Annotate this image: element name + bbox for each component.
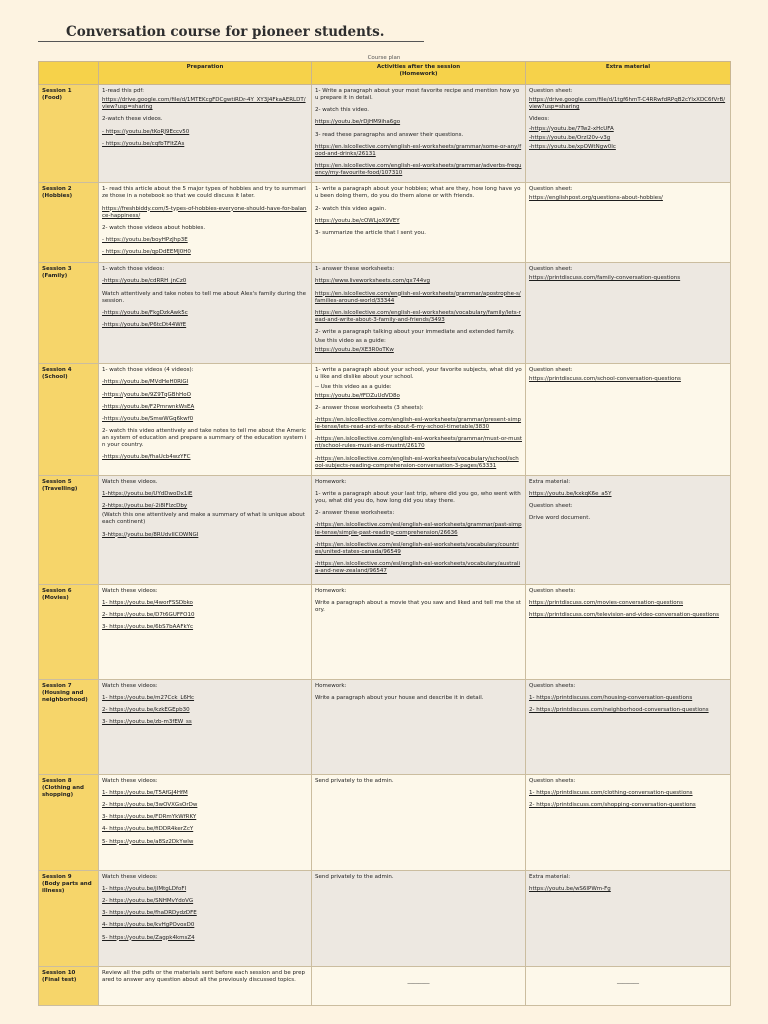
cell-text: 1- write a paragraph about your hobbies; what are they, how long have you been doing them, do you do them alone or with friends.: [315, 186, 521, 200]
resource-link[interactable]: 1- https://youtu.be/jIMtgLDfoFI: [102, 885, 187, 892]
session-row: [39, 774, 731, 870]
resource-link[interactable]: -https://youtu.be/OrzI20v-v3g: [529, 134, 611, 141]
cell-text: Homework:: [315, 587, 347, 594]
resource-link[interactable]: 2- https://youtu.be/3wOVXGsOrDw: [102, 802, 198, 809]
extra-material-cell: [526, 584, 731, 679]
resource-link[interactable]: - https://youtu.be/boyHPzJhp3E: [102, 236, 188, 243]
header-row: [39, 62, 731, 85]
cell-text: Watch these videos:: [102, 682, 158, 689]
session-name: Session 3 (Family): [39, 263, 99, 364]
resource-link[interactable]: -https://en.islcollective.com/esl/english-esl-worksheets/vocabulary/australia-and-new-zealand/96547: [315, 560, 521, 575]
session-row: [39, 870, 731, 966]
resource-link[interactable]: https://en.islcollective.com/english-esl-worksheets/grammar/adverbs-frequency/my-favourite-food/107310: [315, 162, 522, 177]
cell-text: 1- answer these worksheets:: [315, 266, 395, 273]
homework-cell: [312, 364, 526, 476]
cell-text: Question sheet:: [529, 503, 573, 510]
header-session: [39, 62, 99, 85]
session-name: Session 10 (Final test): [39, 966, 99, 1005]
session-row: [39, 263, 731, 364]
resource-link[interactable]: https://youtu.be/kxkqK6e_a5Y: [529, 490, 612, 497]
resource-link[interactable]: https://en.islcollective.com/english-esl-worksheets/vocabulary/family/lets-read-and-write-about-3-family-and-friends/3493: [315, 309, 521, 323]
cell-text: 1- Write a paragraph about your most favorite recipe and mention how you prepare it in detail.: [315, 88, 520, 102]
cell-text: Question sheet:: [529, 266, 573, 273]
resource-link[interactable]: 3-https://youtu.be/8RUdvIICOWNGI: [102, 531, 199, 538]
preparation-cell: [99, 364, 312, 476]
preparation-cell: [99, 870, 312, 966]
resource-link[interactable]: 3- https://youtu.be/6bS7bAAFkYc: [102, 624, 194, 631]
homework-cell: [312, 183, 526, 263]
cell-text: 2- answer those worksheets (3 sheets):: [315, 404, 424, 411]
cell-text: Videos:: [529, 116, 550, 123]
cell-text: Question sheet:: [529, 186, 573, 193]
resource-link[interactable]: 3- https://youtu.be/FDRmYkWfRKY: [102, 814, 197, 821]
cell-text: 2- watch this video.: [315, 107, 369, 114]
cell-text: (Watch this one attentively and make a summary of what is unique about each continent): [102, 512, 305, 526]
homework-cell: [312, 774, 526, 870]
document-title: Conversation course for pioneer students.: [66, 24, 385, 40]
header-extra-material: Extra material: [526, 62, 731, 85]
resource-link[interactable]: -https://en.islcollective.com/english-esl-worksheets/vocabulary/school/school-subjects-reading-comprehension-conversation-3-pages/63331: [315, 455, 519, 469]
cell-text: 2- watch this video again.: [315, 205, 387, 212]
empty-placeholder: ________: [407, 977, 430, 984]
resource-link[interactable]: 4- https://youtu.be/kvHgPOvoxD0: [102, 922, 195, 929]
homework-cell: [312, 263, 526, 364]
extra-material-cell: [526, 85, 731, 183]
session-name: Session 2 (Hobbies): [39, 183, 99, 263]
resource-link[interactable]: -https://youtu.be/FkgDzkAwk5c: [102, 309, 188, 316]
preparation-cell: [99, 475, 312, 584]
session-name: Session 6 (Movies): [39, 584, 99, 679]
extra-material-cell: [526, 263, 731, 364]
cell-text: 2-watch these videos.: [102, 116, 163, 123]
resource-link[interactable]: -https://en.islcollective.com/english-esl-worksheets/grammar/present-simple-tense/lets-read-and-write-about-6-my-school-timetable/3830: [315, 416, 522, 431]
resource-link[interactable]: -https://youtu.be/MVdHeH0RlGI: [102, 379, 189, 386]
extra-material-cell: [526, 679, 731, 774]
resource-link[interactable]: 1-https://youtu.be/UYdDwoDx1iE: [102, 490, 193, 497]
cell-text: Question sheet:: [529, 88, 573, 94]
resource-link[interactable]: 2- https://printdiscuss.com/shopping-conversation-questions: [529, 802, 696, 809]
cell-text: Review all the pdfs or the materials sent before each session and be prepared to answer any question about all the previously discussed topics.: [102, 969, 306, 983]
homework-cell: [312, 475, 526, 584]
extra-material-cell: [526, 475, 731, 584]
cell-text: Watch attentively and take notes to tell me about Alex's family during the session.: [102, 290, 306, 304]
resource-link[interactable]: 2- https://printdiscuss.com/neighborhood-conversation-questions: [529, 707, 709, 714]
resource-link[interactable]: https://printdiscuss.com/television-and-video-conversation-questions: [529, 612, 720, 619]
session-name: Session 9 (Body parts and illness): [39, 870, 99, 966]
resource-link[interactable]: 5- https://youtu.be/a8Sz2DkYwIw: [102, 838, 194, 845]
cell-text: 2- watch those videos about hobbies.: [102, 224, 206, 231]
preparation-cell: [99, 774, 312, 870]
homework-cell: [312, 870, 526, 966]
resource-link[interactable]: https://drive.google.com/file/d/1MTEKcgFDCgwtiRDr-4Y_XY3J4FkaAERLDT/view?usp=sharing: [102, 97, 306, 111]
resource-link[interactable]: 1- https://printdiscuss.com/clothing-conversation-questions: [529, 789, 693, 796]
resource-link[interactable]: 1- https://youtu.be/4worFSSDbko: [102, 599, 193, 606]
cell-text: Use this video as a guide:: [315, 338, 386, 345]
cell-text: Send privately to the admin.: [315, 873, 394, 880]
cell-text: Drive word document.: [529, 515, 591, 522]
resource-link[interactable]: https://en.islcollective.com/english-esl-worksheets/grammar/apostrophe-s/families-around-world/33344: [315, 290, 521, 304]
cell-text: 2- answer these worksheets:: [315, 510, 395, 517]
preparation-cell: [99, 85, 312, 183]
resource-link[interactable]: -https://en.islcollective.com/english-esl-worksheets/grammar/must-or-mustnt/school-rules-must-and-mustnt/26170: [315, 436, 522, 450]
preparation-cell: [99, 584, 312, 679]
homework-cell: [312, 679, 526, 774]
session-name: Session 5 (Travelling): [39, 475, 99, 584]
resource-link[interactable]: 5- https://youtu.be/Zagpk4kmsZ4: [102, 934, 195, 941]
resource-link[interactable]: 3- https://youtu.be/zb-m3fEW_ss: [102, 719, 192, 726]
preparation-cell: [99, 679, 312, 774]
cell-text: Homework:: [315, 478, 347, 485]
session-row: [39, 475, 731, 584]
session-row: [39, 966, 731, 1005]
resource-link[interactable]: - https://youtu.be/tKoRJ9Eccv50: [102, 128, 190, 135]
table-caption: Course plan: [367, 55, 401, 61]
session-row: [39, 679, 731, 774]
cell-text: 1- read this article about the 5 major types of hobbies and try to summarize those in a notebook so that we could discuss it later.: [102, 186, 306, 200]
resource-link[interactable]: 2- https://youtu.be/SNHMvYdoVG: [102, 898, 194, 905]
resource-link[interactable]: 4- https://youtu.be/fiDDR4kerZcY: [102, 826, 194, 833]
resource-link[interactable]: 2- https://youtu.be/D7t6GUFFO10: [102, 612, 195, 619]
resource-link[interactable]: https://en.islcollective.com/english-esl-worksheets/grammar/some-or-any/food-and-drinks/26131: [315, 143, 522, 157]
extra-material-cell: [526, 774, 731, 870]
cell-text: Watch these videos:: [102, 587, 158, 594]
cell-text: Homework:: [315, 682, 347, 689]
resource-link[interactable]: -https://youtu.be/9Z9TqGBhHoO: [102, 391, 191, 398]
resource-link[interactable]: - https://youtu.be/cqfbTFItZAs: [102, 140, 185, 147]
homework-cell: [312, 85, 526, 183]
resource-link[interactable]: 1- https://youtu.be/T5AfGJ4HfM: [102, 789, 188, 796]
cell-text: Question sheets:: [529, 587, 576, 594]
cell-text: 2- watch this video attentively and take notes to tell me about the American system of education and prepare a summary of the education system in your country.: [102, 427, 307, 449]
resource-link[interactable]: https://youtu.be/wS6IPWm-Fg: [529, 885, 611, 892]
empty-placeholder: ________: [617, 977, 639, 984]
cell-text: Write a paragraph about a movie that you saw and liked and tell me the story.: [315, 599, 521, 614]
session-name: Session 7 (Housing and neighborhood): [39, 679, 99, 774]
resource-link[interactable]: https://youtu.be/cOWLjoX9VEY: [315, 217, 400, 224]
resource-link[interactable]: -https://en.islcollective.com/esl/english-esl-worksheets/grammar/past-simple-tense/simple-past-reading-comprehension/26636: [315, 522, 522, 536]
resource-link[interactable]: 3- https://youtu.be/fhaDRDydzDFE: [102, 910, 197, 917]
cell-text: 1-read this pdf:: [102, 88, 144, 94]
preparation-cell: [99, 966, 312, 1005]
title-underline: [38, 41, 424, 42]
header-preparation: Preparation: [99, 62, 312, 85]
resource-link[interactable]: -https://youtu.be/fhaUcb4wzYFC: [102, 454, 191, 461]
resource-link[interactable]: 1- https://youtu.be/m27Cck_L6Hc: [102, 694, 195, 701]
session-row: [39, 85, 731, 183]
resource-link[interactable]: https://drive.google.com/file/d/1tgf6hmT-C4RRwfdRPqB2cYlxXDC6fVrB/view?usp=sharing: [529, 97, 726, 111]
cell-text: 1- watch those videos (4 videos):: [102, 367, 194, 374]
resource-link[interactable]: -https://youtu.be/P6tcDt44WfE: [102, 321, 187, 328]
session-row: [39, 364, 731, 476]
resource-link[interactable]: -https://youtu.be/F2PmrwnkWsEA: [102, 403, 195, 410]
cell-text: Extra material:: [529, 478, 571, 485]
header-homework: Activities after the session (Homework): [312, 62, 526, 85]
resource-link[interactable]: -https://en.islcollective.com/esl/english-esl-worksheets/vocabulary/countries/united-states-canada/96549: [315, 541, 519, 555]
resource-link[interactable]: -https://youtu.be/cdRRH_jnCz0: [102, 278, 187, 285]
cell-text: Question sheets:: [529, 777, 576, 784]
course-plan-table: [38, 61, 731, 1006]
resource-link[interactable]: -https://youtu.be/SmwWGq6kwf0: [102, 415, 194, 422]
homework-cell: [312, 966, 526, 1005]
resource-link[interactable]: 2-https://youtu.be/-2i8IFlzcDby: [102, 503, 188, 510]
table-body: [39, 85, 731, 1006]
preparation-cell: [99, 183, 312, 263]
cell-text: Watch these videos.: [102, 478, 158, 485]
resource-link[interactable]: -https://youtu.be/xpOWtNgw0Ic: [529, 143, 616, 150]
cell-text: Extra material:: [529, 873, 571, 880]
cell-text: Watch these videos:: [102, 777, 158, 784]
resource-link[interactable]: https://printdiscuss.com/family-conversation-questions: [529, 275, 681, 282]
extra-material-cell: [526, 966, 731, 1005]
cell-text: 3- read these paragraphs and answer their questions.: [315, 131, 464, 138]
extra-material-cell: [526, 870, 731, 966]
resource-link[interactable]: - https://youtu.be/qpDdEEMJ0H0: [102, 249, 191, 256]
session-row: [39, 183, 731, 263]
resource-link[interactable]: https://youtu.be/rDjHM9iha6go: [315, 119, 401, 126]
cell-text: Send privately to the admin.: [315, 777, 394, 784]
cell-text: 1- write a paragraph about your last trip, where did you go, who went with you, what did you do, how long did you stay there.: [315, 490, 521, 505]
cell-text: Write a paragraph about your house and describe it in detail.: [315, 694, 484, 701]
cell-text: -- Use this video as a guide:: [315, 383, 392, 390]
resource-link[interactable]: https://www.liveworksheets.com/qx744vg: [315, 278, 430, 285]
resource-link[interactable]: https://englishpost.org/questions-about-hobbies/: [529, 195, 663, 202]
cell-text: 1- write a paragraph about your school, your favorite subjects, what did you like and dislike about your school.: [315, 367, 522, 381]
session-name: Session 1 (Food): [39, 85, 99, 183]
cell-text: 3- summarize the article that I sent you.: [315, 229, 427, 236]
resource-link[interactable]: https://freshbiddy.com/5-types-of-hobbies-everyone-should-have-for-balance-happiness/: [102, 205, 307, 219]
cell-text: 2- write a paragraph talking about your immediate and extended family.: [315, 329, 515, 336]
resource-link[interactable]: https://printdiscuss.com/movies-conversation-questions: [529, 599, 684, 606]
session-name: Session 8 (Clothing and shopping): [39, 774, 99, 870]
resource-link[interactable]: https://youtu.be/XE3R0oTKw: [315, 347, 394, 354]
cell-text: Question sheets:: [529, 682, 576, 689]
resource-link[interactable]: https://youtu.be/fFDZuUdVD8o: [315, 392, 400, 399]
cell-text: Watch these videos:: [102, 873, 158, 880]
extra-material-cell: [526, 183, 731, 263]
extra-material-cell: [526, 364, 731, 476]
homework-cell: [312, 584, 526, 679]
resource-link[interactable]: https://printdiscuss.com/school-conversation-questions: [529, 376, 681, 383]
session-name: Session 4 (School): [39, 364, 99, 476]
cell-text: Question sheet:: [529, 367, 573, 374]
resource-link[interactable]: 2- https://youtu.be/kzkEGEpb30: [102, 707, 190, 714]
session-row: [39, 584, 731, 679]
preparation-cell: [99, 263, 312, 364]
resource-link[interactable]: -https://youtu.be/7Tw2-xHcUFA: [529, 125, 614, 132]
resource-link[interactable]: 1- https://printdiscuss.com/housing-conversation-questions: [529, 694, 693, 701]
cell-text: 1- watch those videos:: [102, 266, 165, 273]
